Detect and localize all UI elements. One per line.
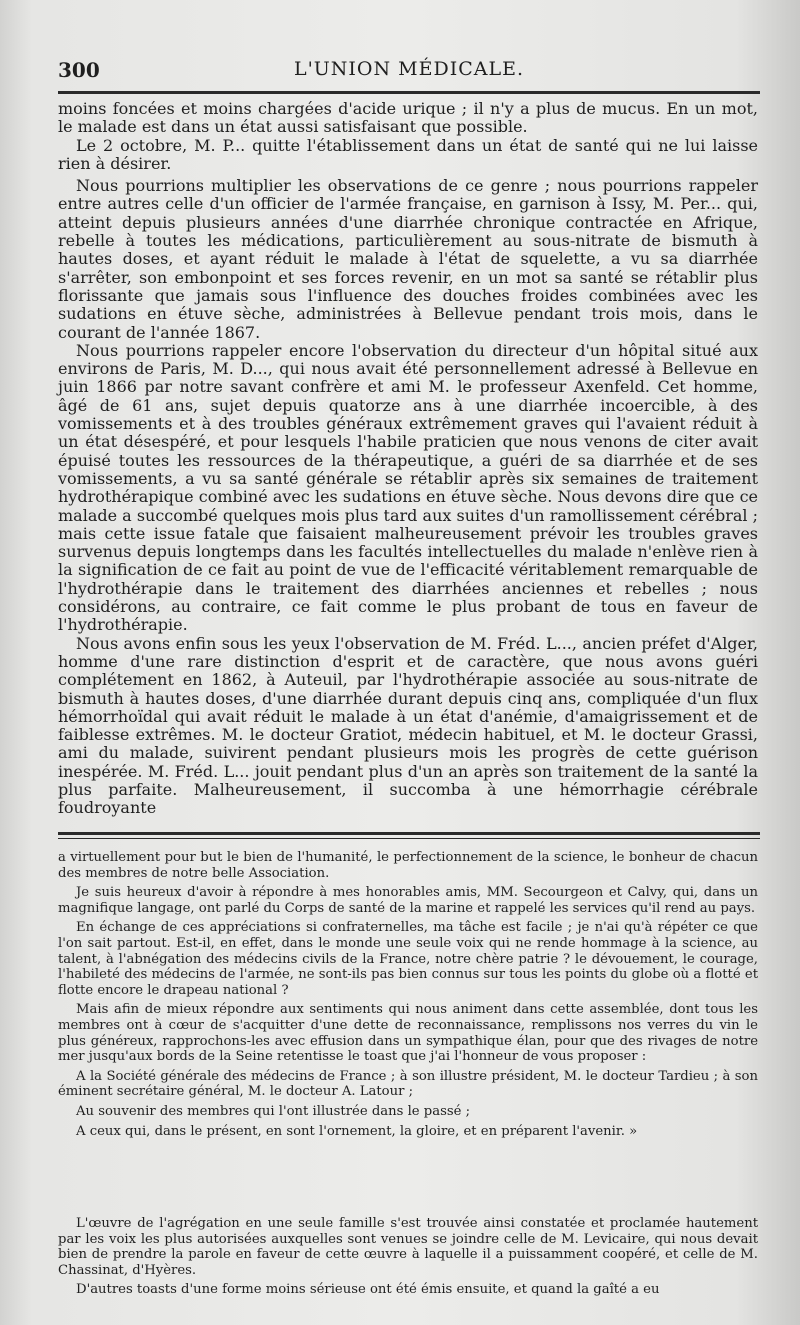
toast-line: A la Société générale des médecins de France ; à son illustre président, M. le docteur Tardieu ; à son éminent secrétaire général, M. le docteur A. Latour ;	[58, 1068, 758, 1100]
running-title: L'UNION MÉDICALE.	[293, 58, 525, 80]
paragraph: Nous avons enfin sous les yeux l'observation de M. Fréd. L..., ancien préfet d'Alger, homme d'une rare distinction d'esprit et de caractère, que nous avons guéri complétement en 1862, à Auteuil, par l'hydrothérapie associée au sous-nitrate de bismuth à hautes doses, d'une diarrhée durant depuis cinq ans, compliquée d'un flux hémorrhoïdal qui avait réduit le malade à un état d'anémie, d'amaigrissement et de faiblesse extrêmes. M. le docteur Gratiot, médecin habituel, et M. le docteur Grassi, ami du malade, suivirent pendant plusieurs mois les progrès de cette guérison inespérée. M. Fréd. L... jouit pendant plus d'un an après son traitement de la santé la plus parfaite. Malheureusement, il succomba à une hémorrhagie cérébrale foudroyante	[58, 633, 758, 818]
paragraph: L'œuvre de l'agrégation en une seule famille s'est trouvée ainsi constatée et proclamée hautement par les voix les plus autorisées auxquelles sont venues se joindre celle de M. Levicaire, qui nous devait bien de prendre la parole en faveur de cette œuvre à laquelle il a puissamment coopéré, et celle de M. Chassinat, d'Hyères.	[58, 1216, 758, 1278]
paragraph: a virtuellement pour but le bien de l'humanité, le perfectionnement de la science, le bonheur de chacun des membres de notre belle Association.	[58, 850, 758, 881]
paragraph: Nous pourrions rappeler encore l'observation du directeur d'un hôpital situé aux environs de Paris, M. D..., qui nous avait été personnellement adressé à Bellevue en juin 1866 par notre savant confrère et ami M. le professeur Axenfeld. Cet homme, âgé de 61 ans, sujet depuis quatorze ans à une diarrhée incoercible, à des vomissements et à des troubles généraux extrêmement graves qui l'avaient réduit à un état désespéré, et pour lesquels l'habile praticien que nous venons de citer avait épuisé toutes les ressources de la thérapeutique, a guéri de sa diarrhée et de ses vomissements, a vu sa santé générale se rétablir après six semaines de traitement hydrothérapique combiné avec les sudations en étuve sèche. Nous devons dire que ce malade a succombé quelques mois plus tard aux suites d'un ramollissement cérébral ; mais cette issue fatale que faisaient malheureusement prévoir les troubles graves survenus depuis longtemps dans les facultés intellectuelles du malade n'enlève rien à la signification de ce fait au point de vue de l'efficacité véritablement remarquable de l'hydrothérapie dans le traitement des diarrhées anciennes et rebelles ; nous considérons, au contraire, ce fait comme le plus probant de tous en faveur de l'hydrothérapie.	[58, 340, 758, 635]
paragraph: En échange de ces appréciations si confraternelles, ma tâche est facile ; je n'ai qu'à répéter ce que l'on sait partout. Est-il, en effet, dans le monde une seule voix qui ne rende hommage à la science, au talent, à l'abnégation des médecins civils de la France, notre chère patrie ? le dévouement, le courage, l'habileté des médecins de l'armée, ne sont-ils pas bien connus sur tous les points du globe où a flotté et flotte encore le drapeau national ?	[58, 920, 758, 998]
tail-article	[58, 1216, 758, 1298]
lower-article	[58, 850, 758, 1139]
toast-line: A ceux qui, dans le présent, en sont l'ornement, la gloire, et en préparent l'avenir. »	[76, 1123, 638, 1139]
paragraph: moins foncées et moins chargées d'acide urique ; il n'y a plus de mucus. En un mot, le malade est dans un état aussi satisfaisant que possible.	[58, 99, 758, 137]
header-rule	[58, 91, 760, 94]
page-number: 300	[58, 58, 100, 82]
paragraph: Mais afin de mieux répondre aux sentiments qui nous animent dans cette assemblée, dont tous les membres ont à cœur de s'acquitter d'une dette de reconnaissance, remplissons nos verres du vin le plus généreux, rapprochons-les avec effusion dans un sympathique élan, pour que des rivages de notre mer jusqu'aux bords de la Seine retentisse le toast que j'ai l'honneur de vous proposer :	[58, 1002, 758, 1065]
paragraph: D'autres toasts d'une forme moins sérieuse ont été émis ensuite, et quand la gaîté a eu	[76, 1282, 660, 1298]
section-divider-thick	[58, 832, 760, 835]
paragraph: Nous pourrions multiplier les observations de ce genre ; nous pourrions rappeler entre autres celle d'un officier de l'armée française, en garnison à Issy, M. Per... qui, atteint depuis plusieurs années d'une diarrhée chronique contractée en Afrique, rebelle à toutes les médications, particulièrement au sous-nitrate de bismuth à hautes doses, et ayant réduit le malade à l'état de squelette, a vu sa diarrhée s'arrêter, son embonpoint et ses forces revenir, en un mot sa santé se rétablir plus florissante que jamais sous l'influence des douches froides combinées avec les sudations en étuve sèche, administrées à Bellevue pendant trois mois, dans le courant de l'année 1867.	[58, 176, 758, 342]
section-divider-thin	[58, 838, 760, 839]
paragraph: Le 2 octobre, M. P... quitte l'établissement dans un état de santé qui ne lui laisse rien à désirer.	[58, 135, 758, 173]
upper-article	[58, 100, 758, 818]
paragraph: Je suis heureux d'avoir à répondre à mes honorables amis, MM. Secourgeon et Calvy, qui, dans un magnifique langage, ont parlé du Corps de santé de la marine et rappelé les services qu'il rend au pays.	[58, 885, 758, 916]
page-header	[58, 58, 760, 84]
toast-line: Au souvenir des membres qui l'ont illustrée dans le passé ;	[76, 1103, 471, 1119]
